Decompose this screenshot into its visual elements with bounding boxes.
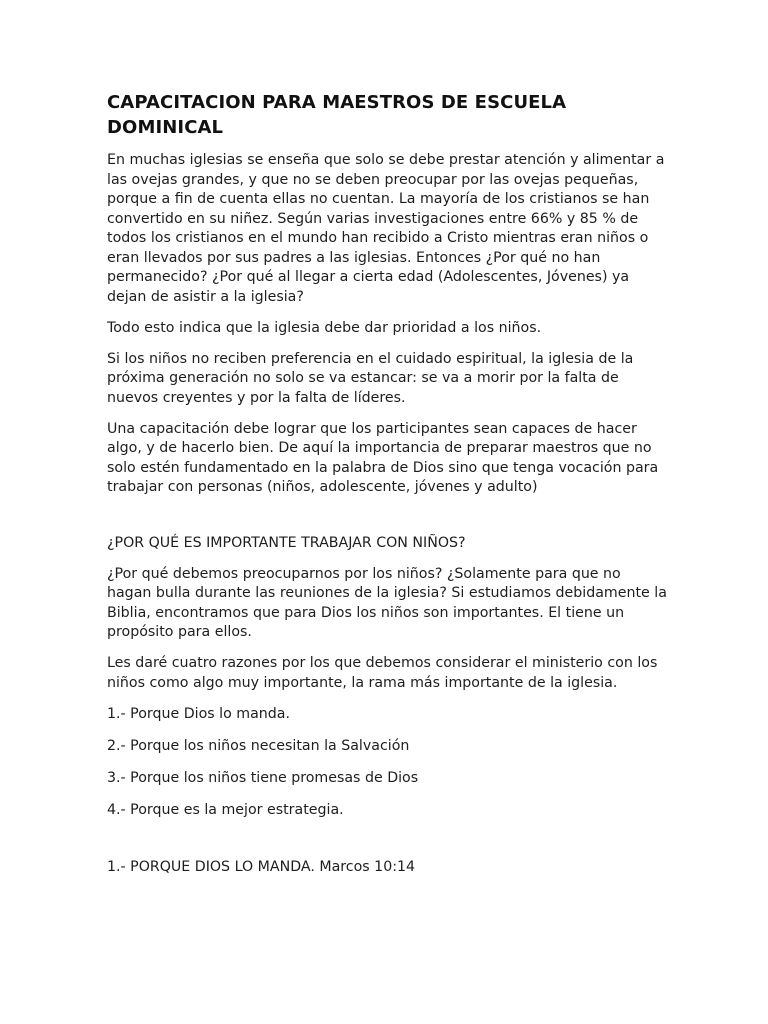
reason-item: 1.- Porque Dios lo manda. bbox=[107, 705, 291, 722]
intro-paragraph: Todo esto indica que la iglesia debe dar prioridad a los niños. bbox=[107, 319, 542, 336]
intro-paragraph: En muchas iglesias se enseña que solo se debe prestar atención y alimentar a las ovejas grandes, y que no se deben preocupar por las ovejas pequeñas, porque a fin de cuenta ellas no cuentan. La mayoría de los cristianos se han convertido en su niñez. Según varias investigaciones entre 66% y 85 % de todos los cristianos en el mundo han recibido a Cristo mientras eran niños o eran llevados por sus padres a las iglesias. Entonces ¿Por qué no han permanecido? ¿Por qué al llegar a cierta edad (Adolescentes, Jóvenes) ya dejan de asistir a la iglesia? bbox=[107, 152, 665, 305]
document-title: CAPACITACION PARA MAESTROS DE ESCUELA DOMINICAL bbox=[107, 92, 567, 138]
intro-paragraph: Si los niños no reciben preferencia en el cuidado espiritual, la iglesia de la próxima generación no solo se va estancar: se va a morir por la falta de nuevos creyentes y por la falta de líderes. bbox=[107, 350, 634, 406]
reason-item: 4.- Porque es la mejor estrategia. bbox=[107, 801, 344, 818]
subsection-heading: 1.- PORQUE DIOS LO MANDA. Marcos 10:14 bbox=[107, 859, 416, 875]
intro-paragraph: Una capacitación debe lograr que los participantes sean capaces de hacer algo, y de hacerlo bien. De aquí la importancia de preparar maestros que no solo estén fundamentado en la palabra de Dios sino que tenga vocación para trabajar con personas (niños, adolescente, jóvenes y adulto) bbox=[107, 420, 659, 495]
section-paragraph: Les daré cuatro razones por los que debemos considerar el ministerio con los niños como algo muy importante, la rama más importante de la iglesia. bbox=[107, 655, 658, 691]
section-heading: ¿POR QUÉ ES IMPORTANTE TRABAJAR CON NIÑOS? bbox=[107, 534, 466, 551]
reason-item: 2.- Porque los niños necesitan la Salvación bbox=[107, 737, 410, 754]
section-paragraph: ¿Por qué debemos preocuparnos por los niños? ¿Solamente para que no hagan bulla durante las reuniones de la iglesia? Si estudiamos debidamente la Biblia, encontramos que para Dios los niños son importantes. El tiene un propósito para ellos. bbox=[107, 565, 667, 640]
reason-item: 3.- Porque los niños tiene promesas de Dios bbox=[107, 769, 419, 786]
